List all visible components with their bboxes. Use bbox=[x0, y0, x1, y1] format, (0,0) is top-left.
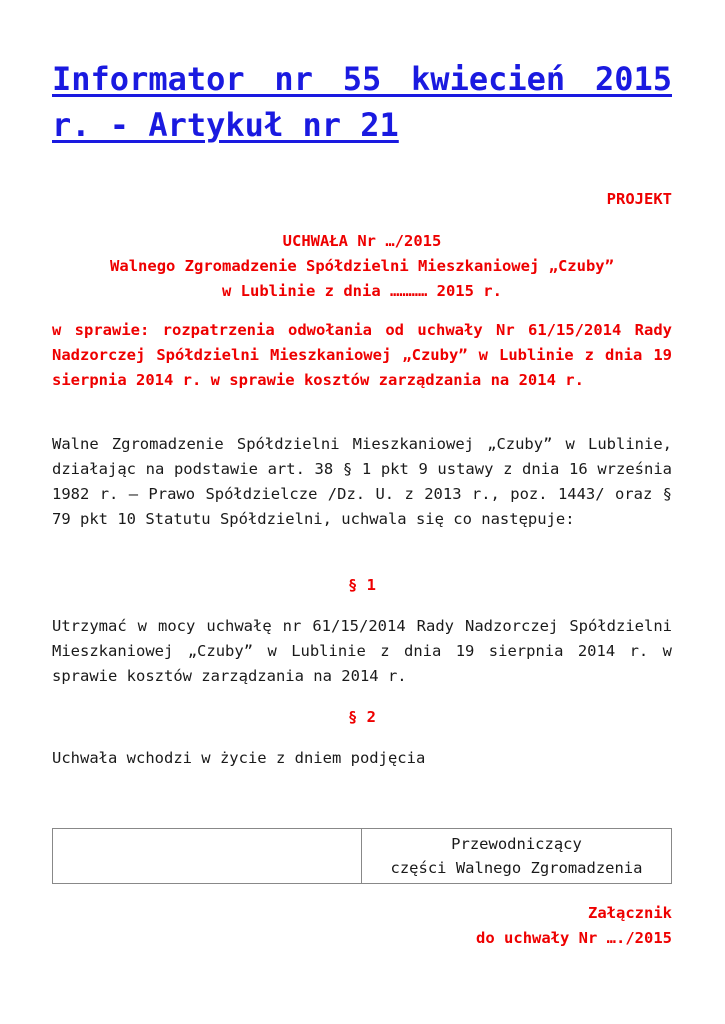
resolution-body: Walnego Zgromadzenie Spółdzielni Mieszkaniowej „Czuby” bbox=[110, 257, 614, 275]
resolution-subject: w sprawie: rozpatrzenia odwołania od uchwały Nr 61/15/2014 Rady Nadzorczej Spółdzielni Mieszkaniowej „Czuby” w Lublinie z dnia 19 sierpnia 2014 r. w sprawie kosztów zarządzania na 2014 r. bbox=[52, 321, 672, 389]
article-title-link[interactable]: Informator nr 55 kwiecień 2015 r. - Artykuł nr 21 bbox=[52, 60, 672, 144]
attachment-label: Załącznik bbox=[588, 904, 672, 922]
attachment-note bbox=[52, 901, 672, 951]
chairman-title: Przewodniczący bbox=[451, 835, 582, 853]
project-label: PROJEKT bbox=[606, 190, 672, 208]
signature-table bbox=[52, 828, 672, 884]
signature-empty-cell bbox=[53, 829, 362, 884]
resolution-date: w Lublinie z dnia ………… 2015 r. bbox=[222, 282, 502, 300]
chairman-body: części Walnego Zgromadzenia bbox=[390, 859, 643, 877]
resolution-number: UCHWAŁA Nr …/2015 bbox=[282, 232, 442, 250]
section-2-heading: § 2 bbox=[348, 708, 376, 726]
section-1-text: Utrzymać w mocy uchwałę nr 61/15/2014 Rady Nadzorczej Spółdzielni Mieszkaniowej „Czuby” w Lublinie z dnia 19 sierpnia 2014 r. w sprawie kosztów zarządzania na 2014 r. bbox=[52, 617, 672, 685]
section-1-heading: § 1 bbox=[348, 576, 376, 594]
signature-cell bbox=[362, 829, 672, 884]
section-2-text: Uchwała wchodzi w życie z dniem podjęcia bbox=[52, 749, 426, 767]
attachment-reference: do uchwały Nr …./2015 bbox=[476, 929, 672, 947]
resolution-header bbox=[52, 229, 672, 304]
resolution-preamble: Walne Zgromadzenie Spółdzielni Mieszkaniowej „Czuby” w Lublinie, działając na podstawie art. 38 § 1 pkt 9 ustawy z dnia 16 września 1982 r. – Prawo Spółdzielcze /Dz. U. z 2013 r., poz. 1443/ oraz § 79 pkt 10 Statutu Spółdzielni, uchwala się co następuje: bbox=[52, 435, 672, 528]
article-title bbox=[52, 56, 672, 148]
